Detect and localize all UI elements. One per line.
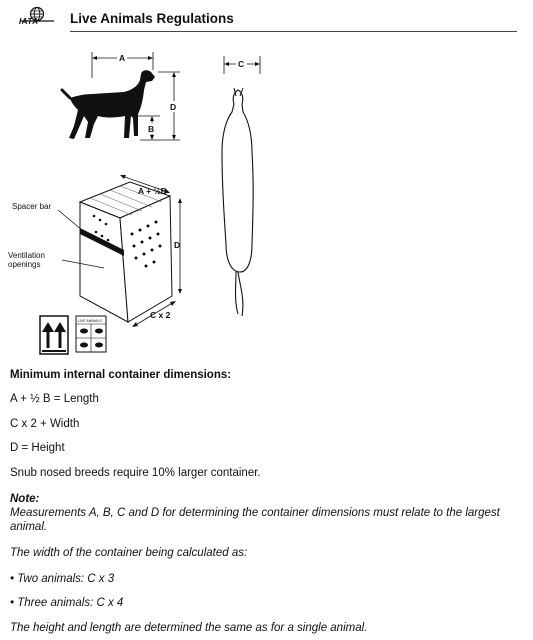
three-animals-rule: • Three animals: C x 4 <box>10 597 124 609</box>
label-a: A <box>119 53 126 63</box>
measurement-diagram <box>0 34 533 360</box>
label-a-half-b: A + ½B <box>138 186 167 196</box>
ventilation-label-line1: Ventilation <box>8 251 45 260</box>
iata-logo-text: IATA <box>19 17 39 26</box>
page-header <box>0 0 533 34</box>
label-c: C <box>238 59 245 69</box>
spacer-bar-label: Spacer bar <box>12 202 52 211</box>
width-intro: The width of the container being calculated as: <box>10 547 248 559</box>
shipping-crate <box>58 182 172 322</box>
live-animals-label: LIVE ANIMALS <box>78 319 102 323</box>
label-d-crate: D <box>174 240 181 250</box>
dog-top-silhouette <box>222 88 253 316</box>
container-dimensions-heading: Minimum internal container dimensions: <box>10 369 232 381</box>
header-divider <box>70 31 517 32</box>
height-rule: D = Height <box>10 442 65 454</box>
length-rule: A + ½ B = Length <box>10 393 99 405</box>
label-c-x2: C x 2 <box>150 310 171 320</box>
label-b: B <box>148 124 155 134</box>
page-title: Live Animals Regulations <box>70 11 234 26</box>
closing-note: The height and length are determined the same as for a single animal. <box>10 622 368 634</box>
note-title: Note: <box>10 493 40 505</box>
this-way-up-icon <box>40 316 68 354</box>
note-text: Measurements A, B, C and D for determining the container dimensions must relate to the largest animal. <box>10 507 500 533</box>
ventilation-label-line2: openings <box>8 260 41 269</box>
dog-side-silhouette <box>62 70 155 139</box>
label-d: D <box>170 102 177 112</box>
two-animals-rule: • Two animals: C x 3 <box>10 573 115 585</box>
width-rule: C x 2 + Width <box>10 418 80 430</box>
snub-nosed-note: Snub nosed breeds require 10% larger container. <box>10 467 261 479</box>
